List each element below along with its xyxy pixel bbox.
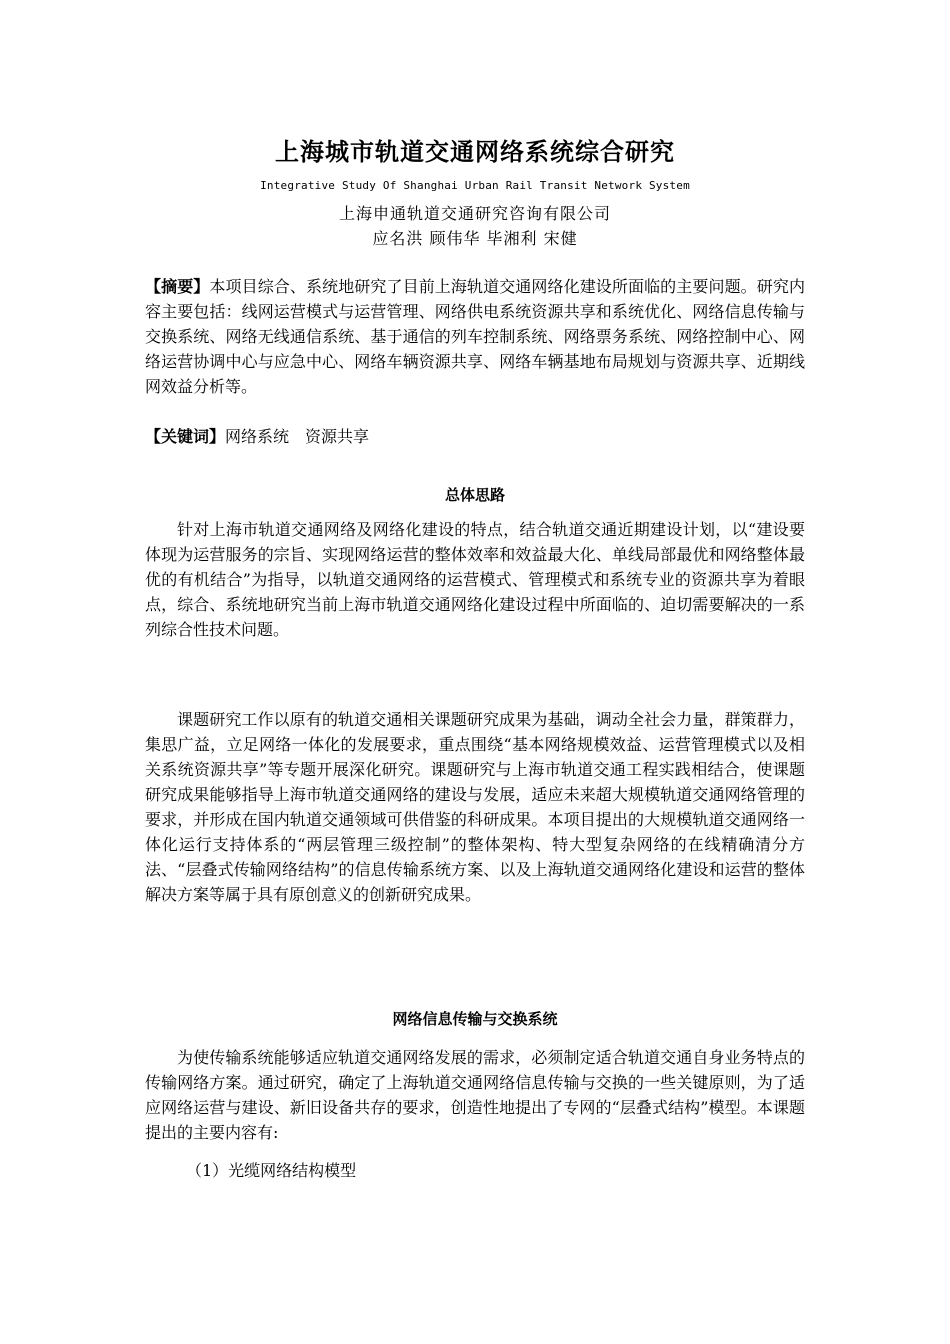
keywords-text: 网络系统 资源共享 [225,427,370,446]
abstract-text: 本项目综合、系统地研究了目前上海轨道交通网络化建设所面临的主要问题。研究内容主要包括：线网运营模式与运营管理、网络供电系统资源共享和系统优化、网络信息传输与交换系统、网络无线通信系统、基于通信的列车控制系统、网络票务系统、网络控制中心、网络运营协调中心与应急中心、网络车辆资源共享、网络车辆基地布局规划与资源共享、近期线网效益分析等。 [145,277,805,396]
paragraph: 为使传输系统能够适应轨道交通网络发展的需求，必须制定适合轨道交通自身业务特点的传输网络方案。通过研究，确定了上海轨道交通网络信息传输与交换的一些关键原则，为了适应网络运营与建设、新旧设备共存的要求，创造性地提出了专网的“层叠式结构”模型。本课题提出的主要内容有: [145,1048,805,1142]
paper-title: 上海城市轨道交通网络系统综合研究 [275,138,675,166]
section-heading-overall-approach: 总体思路 [444,486,505,504]
keywords [145,424,805,449]
list-item: （1）光缆网络结构模型 [186,1161,357,1180]
abstract-label: 【摘要】 [145,277,210,296]
english-title: Integrative Study Of Shanghai Urban Rail Transit Network System [260,179,690,192]
abstract [145,274,805,399]
section-heading-network-info: 网络信息传输与交换系统 [392,1010,558,1028]
keywords-label: 【关键词】 [145,427,226,446]
authors: 应名洪 顾伟华 毕湘利 宋健 [372,229,578,248]
organization: 上海申通轨道交通研究咨询有限公司 [338,204,611,223]
paragraph: 针对上海市轨道交通网络及网络化建设的特点，结合轨道交通近期建设计划，以“建设要体现为运营服务的宗旨、实现网络运营的整体效率和效益最大化、单线局部最优和网络整体最优的有机结合”为指导，以轨道交通网络的运营模式、管理模式和系统专业的资源共享为着眼点，综合、系统地研究当前上海市轨道交通网络化建设过程中所面临的、迫切需要解决的一系列综合性技术问题。 [145,520,805,639]
paragraph: 课题研究工作以原有的轨道交通相关课题研究成果为基础，调动全社会力量，群策群力，集思广益，立足网络一体化的发展要求，重点围绕“基本网络规模效益、运营管理模式以及相关系统资源共享”等专题开展深化研究。课题研究与上海市轨道交通工程实践相结合，使课题研究成果能够指导上海市轨道交通网络的建设与发展，适应未来超大规模轨道交通网络管理的要求，并形成在国内轨道交通领域可供借鉴的科研成果。本项目提出的大规模轨道交通网络一体化运行支持体系的“两层管理三级控制”的整体架构、特大型复杂网络的在线精确清分方法、“层叠式传输网络结构”的信息传输系统方案、以及上海轨道交通网络化建设和运营的整体解决方案等属于具有原创意义的创新研究成果。 [145,710,805,904]
